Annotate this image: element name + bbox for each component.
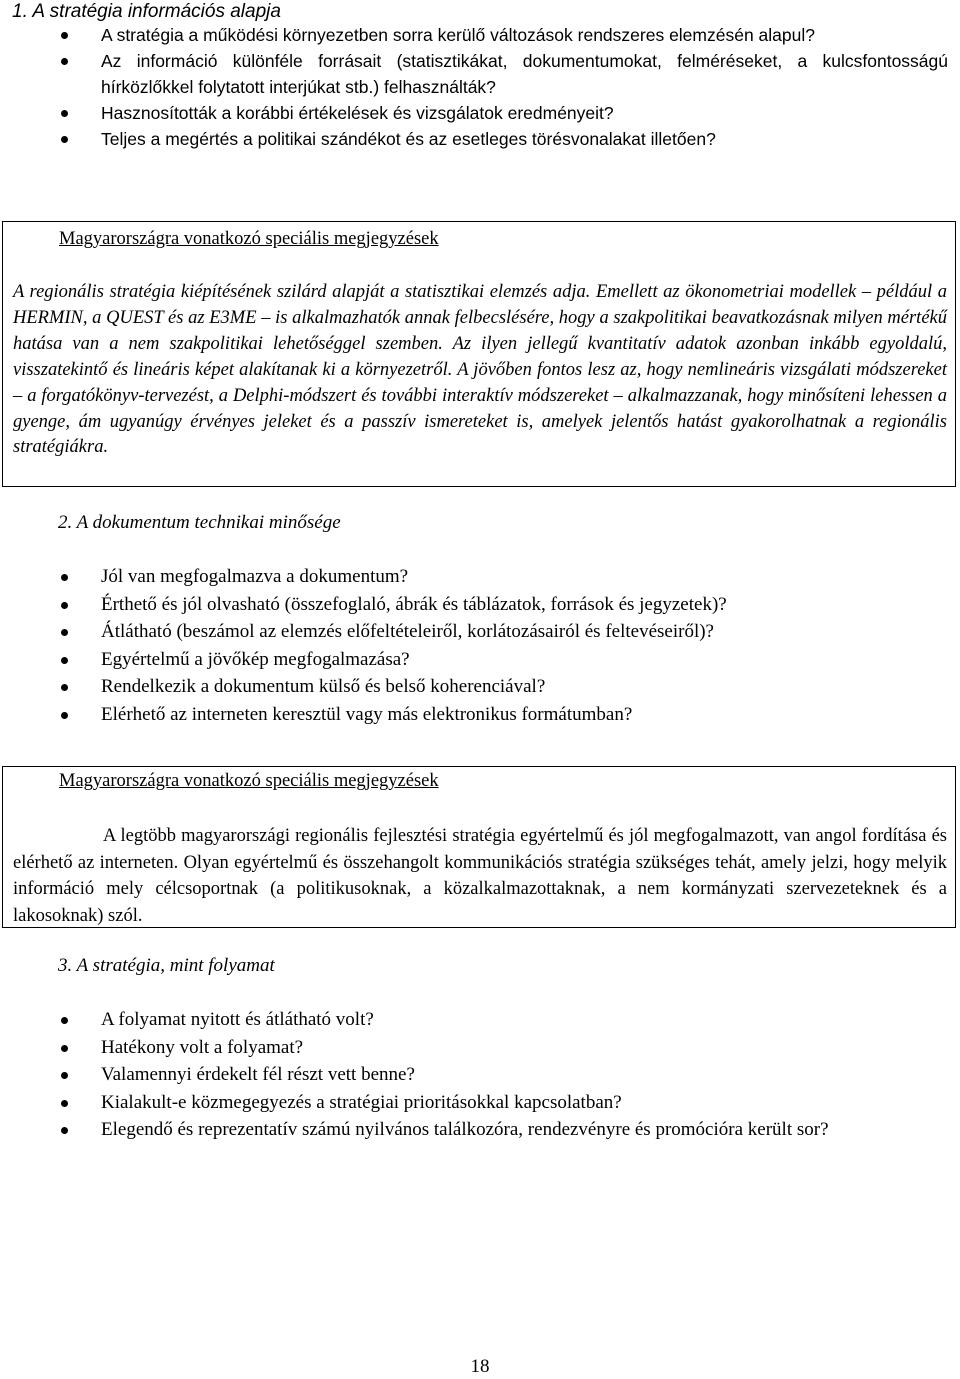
hungary-notes-box-2 — [2, 766, 956, 928]
list-item: Egyértelmű a jövőkép megfogalmazása? — [0, 646, 948, 674]
page-number: 18 — [470, 1356, 490, 1377]
section-heading-3: 3. A stratégia, mint folyamat — [58, 955, 275, 976]
list-item: Hatékony volt a folyamat? — [0, 1034, 948, 1062]
list-item: Elérhető az interneten keresztül vagy más elektronikus formátumban? — [0, 701, 948, 729]
bullet-icon — [61, 1045, 68, 1052]
bullet-icon — [61, 684, 68, 691]
bullet-icon — [61, 1072, 68, 1079]
list-item: Elegendő és reprezentatív számú nyilvános találkozóra, rendezvényre és promócióra került sor? — [0, 1116, 948, 1144]
box-body: A legtöbb magyarországi regionális fejlesztési stratégia egyértelmű és jól megfogalmazott, van angol fordítása és elérhető az interneten. Olyan egyértelmű és összehangolt kommunikációs stratégia szükséges tehát, amely jelzi, hogy melyik információ mely célcsoportnak (a politikusoknak, a közalkalmazottaknak, a nem kormányzati szervezeteknek és a lakosoknak) szól. — [13, 826, 947, 926]
section-heading-1: 1. A stratégia információs alapja — [12, 1, 281, 22]
hungary-notes-box-1 — [2, 221, 956, 487]
list-item: Hasznosították a korábbi értékelések és vizsgálatok eredményeit? — [0, 100, 948, 126]
list-item: Az információ különféle forrásait (statisztikákat, dokumentumokat, felméréseket, a kulcsfontosságú hírközlőkkel folytatott interjúkat stb.) felhasználták? — [0, 48, 948, 100]
bullet-icon — [61, 629, 68, 636]
section2-bullet-list — [0, 563, 948, 729]
section-heading-2: 2. A dokumentum technikai minősége — [58, 512, 341, 533]
bullet-icon — [61, 1017, 68, 1024]
bullet-icon — [61, 657, 68, 664]
bullet-icon — [61, 110, 68, 117]
list-item: Átlátható (beszámol az elemzés előfeltételeiről, korlátozásairól és feltevéseiről)? — [0, 618, 948, 646]
section1-bullet-list — [0, 22, 948, 152]
bullet-icon — [61, 1127, 68, 1134]
list-item: Kialakult-e közmegegyezés a stratégiai prioritásokkal kapcsolatban? — [0, 1089, 948, 1117]
bullet-icon — [61, 602, 68, 609]
box-title: Magyarországra vonatkozó speciális megjegyzések — [59, 229, 439, 249]
box-title: Magyarországra vonatkozó speciális megjegyzések — [59, 771, 439, 791]
box-body: A regionális stratégia kiépítésének szilárd alapját a statisztikai elemzés adja. Emellett az ökonometriai modellek – például a HERMIN, a QUEST és az E3ME – is alkalmazhatók annak felbecslésére, hogy a szakpolitikai beavatkozásnak milyen mértékű hatása van a nem szakpolitikai lehetőséggel szemben. Az ilyen jellegű kvantitatív adatok azonban inkább egyoldalú, visszatekintő és lineáris képet alakítanak ki a környezetről. A jövőben fontos lesz az, hogy nemlineáris vizsgálati módszereket – a forgatókönyv-tervezést, a Delphi-módszert és további interaktív módszereket – alkalmazzanak, hogy minősíteni lehessen a gyenge, ám ugyanúgy érvényes jeleket és a passzív ismereteket is, amelyek jelentős hatást gyakorolhatnak a regionális stratégiákra. — [13, 282, 947, 458]
list-item: Rendelkezik a dokumentum külső és belső koherenciával? — [0, 673, 948, 701]
bullet-icon — [61, 712, 68, 719]
list-item: Jól van megfogalmazva a dokumentum? — [0, 563, 948, 591]
bullet-icon — [61, 1100, 68, 1107]
list-item: Valamennyi érdekelt fél részt vett benne? — [0, 1061, 948, 1089]
list-item: Teljes a megértés a politikai szándékot és az esetleges törésvonalakat illetően? — [0, 126, 948, 152]
bullet-icon — [61, 32, 68, 39]
list-item: A folyamat nyitott és átlátható volt? — [0, 1006, 948, 1034]
section3-bullet-list — [0, 1006, 948, 1144]
bullet-icon — [61, 58, 68, 65]
bullet-icon — [61, 136, 68, 143]
bullet-icon — [61, 574, 68, 581]
list-item: A stratégia a működési környezetben sorra kerülő változások rendszeres elemzésén alapul? — [0, 22, 948, 48]
list-item: Érthető és jól olvasható (összefoglaló, ábrák és táblázatok, források és jegyzetek)? — [0, 591, 948, 619]
